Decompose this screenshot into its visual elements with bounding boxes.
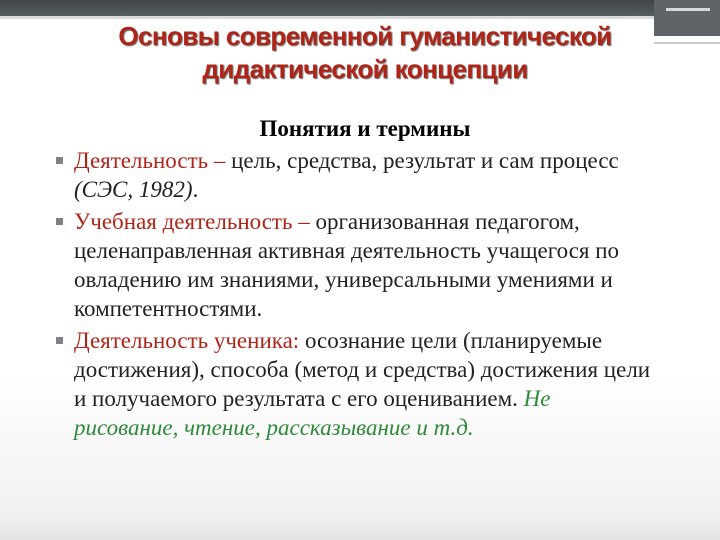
- source-citation: (СЭС, 1982): [74, 177, 193, 202]
- highlight-note: Не рисование, чтение, рассказывание и т.д.: [74, 386, 551, 440]
- square-bullet-icon: [56, 218, 63, 225]
- list-item: [54, 207, 654, 323]
- term: Учебная деятельность –: [74, 209, 310, 234]
- slide-subtitle: Понятия и термины: [259, 116, 471, 141]
- punctuation: .: [192, 177, 199, 202]
- definition: организованная педагогом, целенаправленная активная деятельность учащегося по овладению им знаниями, универсальными умениями и компетентностями.: [74, 209, 620, 321]
- square-bullet-icon: [56, 157, 63, 164]
- term: Деятельность ученика:: [74, 328, 300, 353]
- top-decor-line: [0, 16, 720, 19]
- top-decor-bar: [0, 0, 720, 16]
- corner-decor-line: [654, 42, 720, 44]
- corner-decor-block: [654, 0, 720, 36]
- definition: цель, средства, результат и сам процесс: [225, 148, 619, 173]
- bottom-decor-shadow: [0, 518, 720, 540]
- bullet-list: [54, 146, 654, 445]
- slide-title: Основы современной гуманистической дидактической концепции: [118, 21, 612, 84]
- term: Деятельность –: [74, 148, 226, 173]
- list-item: [54, 146, 654, 204]
- list-item: [54, 326, 654, 442]
- square-bullet-icon: [56, 337, 63, 344]
- definition: осознание цели (планируемые достижения), способа (метод и средства) достижения цели и получаемого результата с его оцениванием.: [74, 328, 651, 411]
